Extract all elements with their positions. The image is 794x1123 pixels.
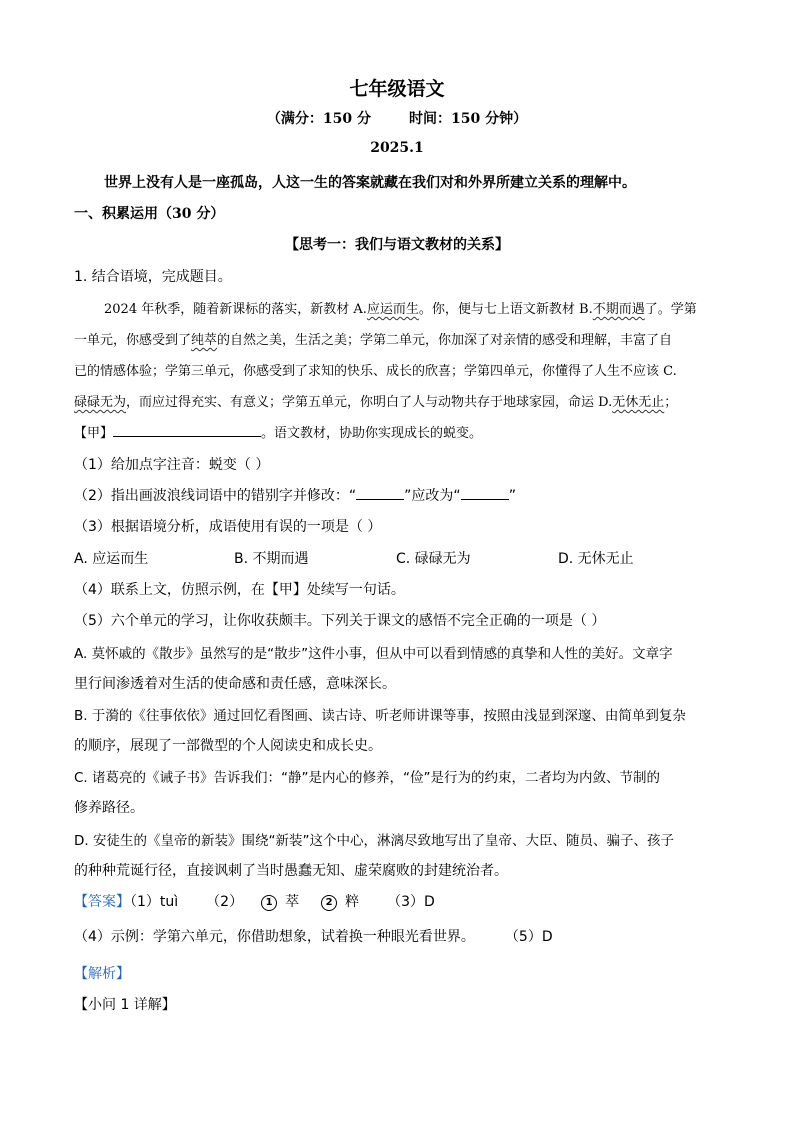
idiom-b: 不期而遇 <box>592 302 645 317</box>
page-title: 七年级语文 <box>349 78 445 100</box>
choice-b-line-1: B. 于漪的《往事依依》通过回忆看图画、读古诗、听老师讲课等事，按照由浅显到深邃、由简单到复杂 <box>74 708 686 724</box>
analysis-label: 【解析】 <box>74 966 130 982</box>
blank-correct-char[interactable] <box>461 499 509 500</box>
answer-line-2 <box>74 926 553 946</box>
sub-question-2 <box>74 485 516 505</box>
question-stem: 1. 结合语境，完成题目。 <box>74 269 232 285</box>
passage-text: 的自然之美，生活之美；学第二单元，你加深了对亲情的感受和理解，丰富了自 <box>217 333 673 348</box>
choice-a-line-1: A. 莫怀戚的《散步》虽然写的是“散步”这件小事，但从中可以看到情感的真挚和人性的美好。文章字 <box>74 646 673 662</box>
passage-line-2 <box>74 329 672 348</box>
detail-label: 【小问 1 详解】 <box>74 997 176 1013</box>
choice-c-line-1: C. 诸葛亮的《诫子书》告诉我们：“静”是内心的修养，“俭”是行为的约束，二者均为内敛、节制的 <box>74 770 660 786</box>
sub-question-text: （2）指出画波浪线词语中的错别字并修改：“ <box>74 488 357 504</box>
answer-line-1 <box>74 891 435 911</box>
think-heading: 【思考一：我们与语文教材的关系】 <box>285 237 509 253</box>
choice-d-line-1: D. 安徒生的《皇帝的新装》围绕“新装”这个中心，淋漓尽致地写出了皇帝、大臣、随员、骗子、孩子 <box>74 833 674 849</box>
passage-text: 。语文教材，协助你实现成长的蜕变。 <box>261 426 483 441</box>
choice-a-line-2: 里行间渗透着对生活的使命感和责任感，意味深长。 <box>74 676 396 692</box>
passage-line-4 <box>74 391 677 410</box>
passage-text: ，而应过得充实、有意义；学第五单元，你明白了人与动物共存于地球家园，命运 D. <box>126 395 613 410</box>
answer-text: （2） <box>206 894 244 910</box>
motto: 世界上没有人是一座孤岛，人这一生的答案就藏在我们对和外界所建立关系的理解中。 <box>104 175 636 191</box>
choice-b-line-2: 的顺序，展现了一部微型的个人阅读史和成长史。 <box>74 738 382 754</box>
exam-date: 2025.1 <box>370 140 424 156</box>
option-c: C. 碌碌无为 <box>396 551 471 567</box>
answer-text: 萃 <box>285 894 300 910</box>
option-b: B. 不期而遇 <box>234 551 309 567</box>
sub-question-text: ” <box>508 488 516 504</box>
sub-question-5: （5）六个单元的学习，让你收获颇丰。下列关于课文的感悟不完全正确的一项是（ ） <box>74 613 606 629</box>
passage-line-1 <box>104 298 697 317</box>
circled-number-2: 2 <box>321 895 337 911</box>
sub-question-3: （3）根据语境分析，成语使用有误的一项是（ ） <box>74 519 382 535</box>
passage-text: ； <box>664 395 678 410</box>
passage-text: 一单元，你感受到了 <box>74 333 192 348</box>
sub-question-4: （4）联系上文，仿照示例，在【甲】处续写一句话。 <box>74 582 405 598</box>
passage-text: 2024 年秋季，随着新课标的落实，新教材 A. <box>104 302 367 317</box>
blank-jia[interactable] <box>113 436 261 437</box>
time-info: 时间：150 分钟） <box>409 111 528 127</box>
passage-line-5 <box>74 422 482 441</box>
answer-label: 【答案】 <box>74 894 130 910</box>
section-heading: 一、积累运用（30 分） <box>74 206 225 222</box>
option-d: D. 无休无止 <box>558 551 634 567</box>
passage-text: 【甲】 <box>74 426 114 441</box>
answer-text: 粹 <box>345 894 360 910</box>
sub-question-1: （1）给加点字注音：蜕变（ ） <box>74 457 270 473</box>
exam-info <box>0 108 794 128</box>
sub-question-text: ”应改为“ <box>404 488 461 504</box>
circled-number-1: 1 <box>261 895 277 911</box>
answer-text: （1）tuì <box>130 894 179 910</box>
choice-c-line-2: 修养路径。 <box>74 800 144 816</box>
answer-text: （3）D <box>387 894 435 910</box>
option-a: A. 应运而生 <box>74 551 149 567</box>
answer-text: （4）示例：学第六单元，你借助想象，试着换一种眼光看世界。 <box>74 929 475 945</box>
idiom-d: 无休无止 <box>612 395 665 410</box>
choice-d-line-2: 的种种荒诞行径，直接讽刺了当时愚蠢无知、虚荣腐败的封建统治者。 <box>74 863 508 879</box>
idiom-c: 碌碌无为 <box>74 395 127 410</box>
answer-text: （5）D <box>504 929 553 945</box>
idiom-a: 应运而生 <box>366 302 419 317</box>
passage-text: 了。学第 <box>644 302 697 317</box>
passage-text: 。你，便与七上语文新教材 B. <box>418 302 593 317</box>
passage-line-3: 已的情感体验；学第三单元，你感受到了求知的快乐、成长的欣喜；学第四单元，你懂得了人生不应该 C. <box>74 364 677 379</box>
wavy-word: 纯萃 <box>191 333 218 348</box>
score-info: （满分：150 分 <box>266 111 371 127</box>
blank-wrong-char[interactable] <box>356 499 404 500</box>
